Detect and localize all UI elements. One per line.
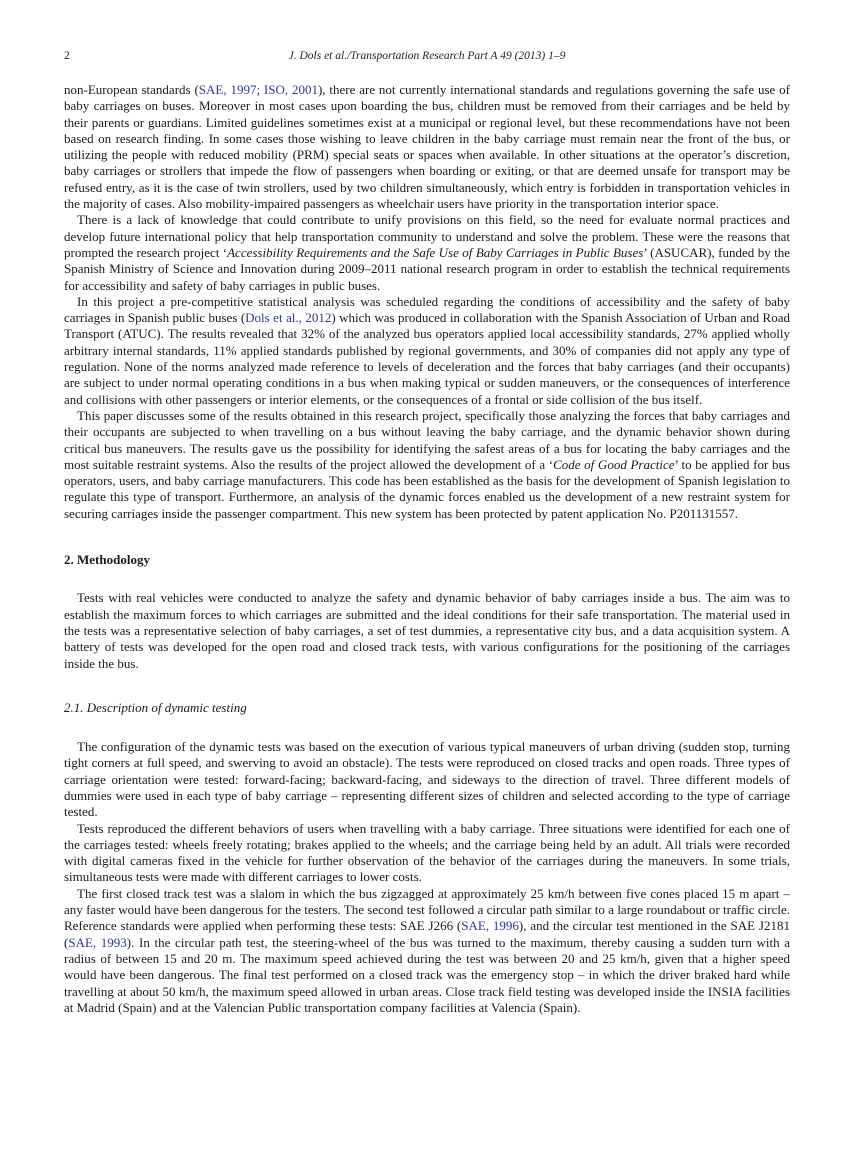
running-head: J. Dols et al./Transportation Research Part A 49 (2013) 1–9 (288, 50, 566, 62)
page-header (64, 50, 790, 63)
text-run: ) which was produced in collaboration with the Spanish Association of Urban and Road Transport (ATUC). The results revealed that 32% of the analyzed bus operators applied local accessibility standards, 27% applied wholly arbitrary internal standards, 11% applied standards published by regional governments, and 30% of companies did not apply any type of regulation. None of the norms analyzed made reference to levels of deceleration and the forces that baby carriages (and their occupants) are subject to under normal operating conditions in a bus when making typical or sudden maneuvers, or the consequences of interference and collisions with other passengers or interior elements, or the consequences of a frontal or side collision of the bus itself. (64, 310, 790, 407)
citation-link[interactable]: SAE, 1996 (461, 918, 519, 934)
intro-paragraph-3 (64, 294, 790, 408)
text-run: The configuration of the dynamic tests was based on the execution of various typical maneuvers of urban driving (sudden stop, turning tight corners at full speed, and swerving to avoid an obstacle). The tests were reproduced on closed tracks and open roads. Three types of carriage orientation were tested: forward-facing; backward-facing, and sideways to the direction of travel. Three different models of dummies were used in each type of baby carriage – representing different sizes of children and selected according to the type of carriage tested. (64, 739, 790, 820)
text-run: This paper discusses some of the results obtained in this research project, specifically those analyzing the forces that baby carriages and their occupants are subjected to when travelling on a bus without leaving the baby carriage, and the dynamic behavior shown during critical bus maneuvers. The results gave us the possibility for identifying the safest areas of a bus for locating the baby carriages and the most suitable restraint systems. Also the results of the project allowed the development of a ‘ (64, 407, 790, 472)
italic-text-run: Accessibility Requirements and the Safe Use of Baby Carriages in Public Buses (227, 244, 644, 260)
text-run: Tests with real vehicles were conducted to analyze the safety and dynamic behavior of baby carriages inside a bus. The aim was to establish the maximum forces to which carriages are submitted and the ideal conditions for their safe transportation. The material used in the tests was a representative selection of baby carriages, a set of test dummies, a representative city bus, and a data acquisition system. A battery of tests was developed for the open road and closed track tests, with various configurations for the positioning of the carriages inside the bus. (64, 590, 790, 671)
page-number: 2 (64, 50, 70, 62)
section-heading-methodology: 2. Methodology (64, 552, 150, 568)
text-run: ), there are not currently international standards and regulations governing the safe use of baby carriages on buses. Moreover in most cases upon boarding the bus, children must be removed from their carriages and be held by their parents or guardians. Limited guidelines sometimes exist at a municipal or regional level, but these recommendations have not been based on research finding. In some cases those wishing to leave children in the baby carriage must remain near the front of the bus, or utilizing the people with reduced mobility (PRM) special seats or spaces when available. In other situations at the operator’s discretion, baby carriages or strollers that impede the flow of passengers when boarding or exiting, or that are deemed unsafe for transport may be refused entry, as it is the case of twin strollers, used by two children simultaneously, which entry is forbidden in transportation vehicles in the majority of cases. Also mobility-impaired passengers as wheelchair users have priority in the transportation interior space. (64, 82, 790, 212)
citation-link[interactable]: SAE, 1993 (68, 934, 127, 950)
dynamic-testing-paragraph-3 (64, 886, 790, 1016)
intro-paragraph-4 (64, 408, 790, 522)
subsection-heading-dynamic-testing: 2.1. Description of dynamic testing (64, 699, 247, 715)
citation-link[interactable]: Dols et al., 2012 (245, 310, 332, 326)
text-run: ’ to be applied for bus operators, users, and baby carriage manufacturers. This code has been established as the basis for the development of Spanish legislation to regulate this type of transport. Furthermore, an analysis of the dynamic forces enabled us the development of a new restraint system for securing carriages inside the passenger compartment. This new system has been protected by patent application No. P201131557. (64, 456, 790, 521)
text-run: Tests reproduced the different behaviors of users when travelling with a baby carriage. Three situations were identified for each one of the carriages tested: wheels freely rotating; brakes applied to the wheels; and the carriage being held by an adult. All trials were recorded with digital cameras fixed in the vehicle for further observation of the behavior of the carriages during the maneuvers. In some trials, simultaneous tests were made with different carriages to lower costs. (64, 820, 790, 885)
text-run: In this project a pre-competitive statistical analysis was scheduled regarding the conditions of accessibility and the safety of baby carriages in Spanish public buses ( (64, 293, 790, 326)
dynamic-testing-paragraph-1 (64, 739, 790, 820)
text-run: ’ (ASUCAR), funded by the Spanish Ministry of Science and Innovation during 2009–2011 national research program in order to establish the technical requirements for accessibility and safety of baby carriages in public buses. (64, 244, 790, 293)
article-body (64, 82, 790, 1016)
intro-paragraph-1 (64, 82, 790, 212)
text-run: ), and the circular test mentioned in the SAE J2181 ( (64, 918, 790, 950)
italic-text-run: Code of Good Practice (553, 456, 675, 472)
text-run: ). In the circular path test, the steering-wheel of the bus was turned to the maximum, thereby causing a sudden turn with a radius of between 15 and 20 m. The maximum speed achieved during the test was between 20 and 25 km/h, given that a higher speed would have been dangerous. The final test performed on a closed track was the emergency stop – in which the driver braked hard while travelling at about 50 km/h, the maximum speed allowed in urban areas. Close track field testing was developed inside the INSIA facilities at Madrid (Spain) and at the Valencian Public transportation company facilities at Valencia (Spain). (64, 934, 791, 1015)
methodology-paragraph-1 (64, 590, 790, 671)
text-run: There is a lack of knowledge that could contribute to unify provisions on this field, so the need for evaluate normal practices and develop future international policy that help transportation community to understand and solve the problem. These were the reasons that prompted the research project ‘ (64, 212, 790, 260)
text-run: non-European standards ( (64, 82, 199, 97)
citation-link[interactable]: SAE, 1997; ISO, 2001 (198, 82, 318, 97)
intro-paragraph-2 (64, 212, 790, 293)
dynamic-testing-paragraph-2 (64, 821, 790, 886)
text-run: The first closed track test was a slalom in which the bus zigzagged at approximately 25 km/h between five cones placed 15 m apart – any faster would have been dangerous for the testers. The second test followed a circular path similar to a large roundabout or traffic circle. Reference standards were applied when performing these tests: SAE J266 ( (64, 885, 790, 934)
